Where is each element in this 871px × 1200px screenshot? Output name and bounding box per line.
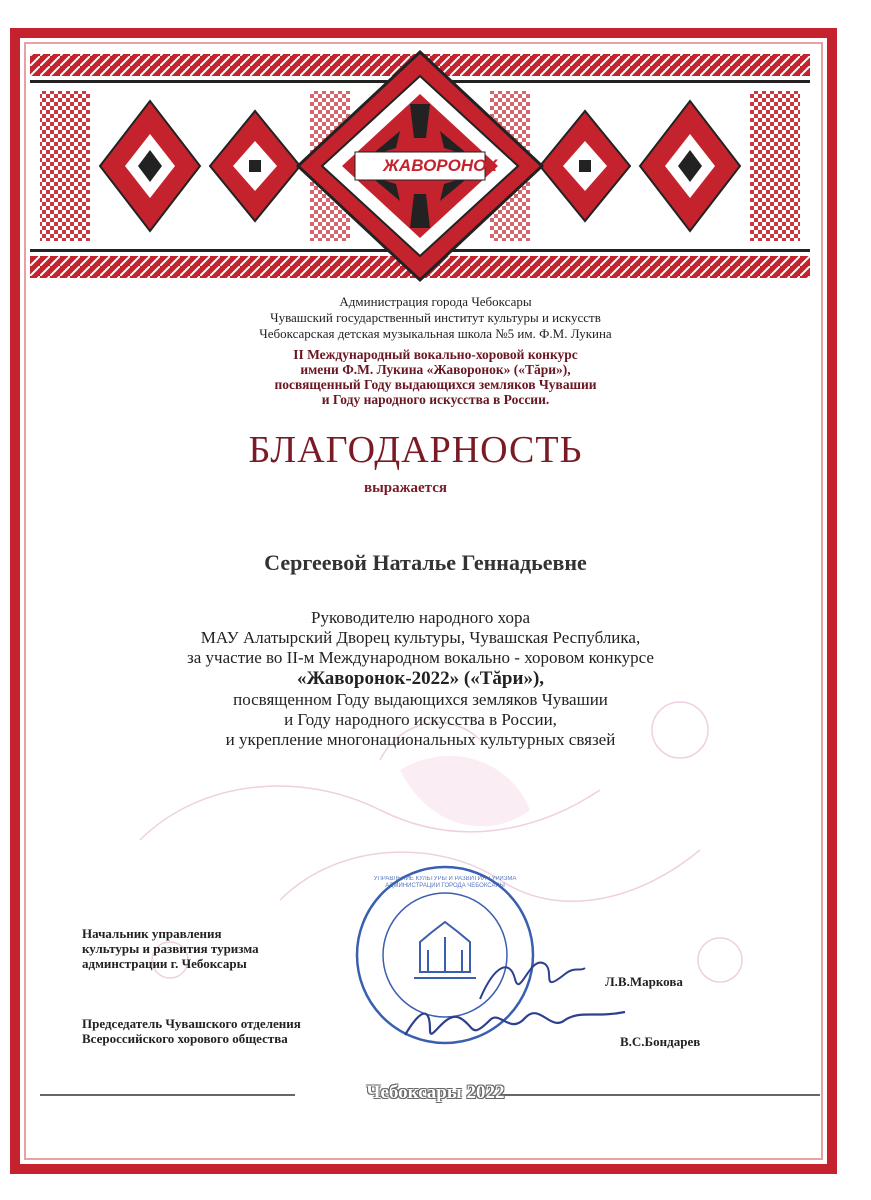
contest-line: и Году народного искусства в России. xyxy=(321,392,550,407)
stamp-ring-text: УПРАВЛЕНИЕ КУЛЬТУРЫ И РАЗВИТИЯ ТУРИЗМА АДМИНИСТРАЦИИ ГОРОДА ЧЕБОКСАРЫ xyxy=(373,876,517,889)
signatory-title-line: админстрации г. Чебоксары xyxy=(82,956,247,971)
organizer-line: Чебоксарская детская музыкальная школа №5 им. Ф.М. Лукина xyxy=(259,326,612,341)
contest-line: посвященный Году выдающихся земляков Чувашии xyxy=(274,377,597,392)
emblem-title: ЖАВОРОНОК xyxy=(383,156,497,175)
contest-line: имени Ф.М. Лукина «Жаворонок» («Тăри»), xyxy=(300,362,571,377)
body-line: и укрепление многонациональных культурных связей xyxy=(225,730,616,749)
footer xyxy=(0,1082,871,1104)
body-line: посвященном Году выдающихся земляков Чувашии xyxy=(233,690,608,709)
contest-block xyxy=(0,347,871,407)
contest-line: II Международный вокально-хоровой конкурс xyxy=(293,347,578,362)
first-signatory-name: Л.В.Маркова xyxy=(605,974,683,989)
body-line-contest: «Жаворонок-2022» («Тăри»), xyxy=(296,668,545,689)
body-line: Руководителю народного хора xyxy=(310,608,531,627)
organizer-line: Чувашский государственный институт культуры и искусств xyxy=(270,310,601,325)
organizers-block xyxy=(0,294,871,342)
signatory-title-line: Всероссийского хорового общества xyxy=(82,1031,288,1046)
second-signatory-name: В.С.Бондарев xyxy=(620,1034,701,1049)
footer-city-year: Чебоксары 2022 xyxy=(366,1082,505,1103)
expressed-label: выражается xyxy=(363,480,447,496)
document-title: БЛАГОДАРНОСТЬ xyxy=(248,429,583,471)
first-signatory-title xyxy=(82,926,259,971)
body-text xyxy=(0,608,856,750)
signatory-title-line: Начальник управления xyxy=(82,926,222,941)
body-line: за участие во II-м Международном вокально - хоровом конкурсе xyxy=(187,648,654,667)
recipient-name: Сергеевой Наталье Геннадьевне xyxy=(264,550,587,575)
second-signatory-title xyxy=(82,1016,301,1046)
body-line: и Году народного искусства в России, xyxy=(284,710,557,729)
signature-bondarev xyxy=(400,990,630,1050)
body-line: МАУ Алатырский Дворец культуры, Чувашская Республика, xyxy=(200,628,641,647)
organizer-line: Администрация города Чебоксары xyxy=(339,294,532,309)
signatory-title-line: культуры и развития туризма xyxy=(82,941,259,956)
signatory-title-line: Председатель Чувашского отделения xyxy=(82,1016,301,1031)
